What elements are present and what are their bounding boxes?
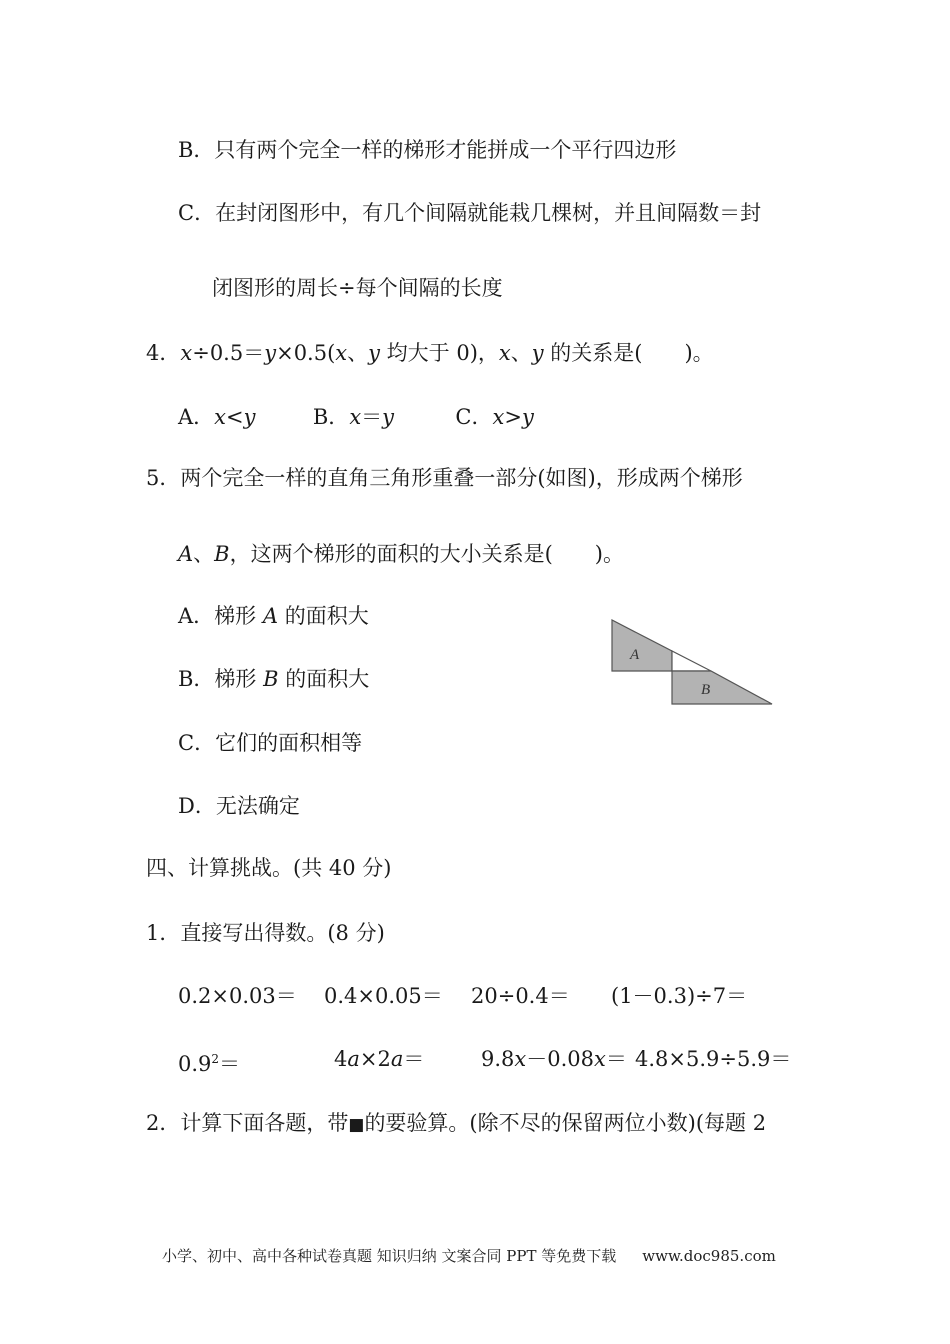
q4-number: 4． bbox=[146, 341, 181, 365]
var-x: x bbox=[335, 341, 348, 365]
trapezoid-a bbox=[612, 620, 672, 671]
var-b: B bbox=[263, 667, 279, 691]
q5-stem-line1: 5．两个完全一样的直角三角形重叠一部分(如图)，形成两个梯形 bbox=[146, 466, 743, 490]
section4-q2-title bbox=[146, 1110, 766, 1138]
page-footer bbox=[162, 1245, 776, 1266]
calc-text: －0.08 bbox=[526, 1047, 595, 1071]
calc-item bbox=[334, 1046, 424, 1072]
var-a: a bbox=[347, 1047, 360, 1071]
q4-text: 均大于 0)， bbox=[380, 341, 499, 365]
calc-item: 0.4×0.05＝ bbox=[324, 984, 443, 1008]
calc-item: 4.8×5.9÷5.9＝ bbox=[635, 1047, 792, 1071]
relation: < bbox=[226, 405, 244, 429]
trapezoid-b bbox=[672, 671, 772, 704]
calc-item bbox=[481, 1046, 627, 1072]
figure-label-b: B bbox=[701, 682, 711, 698]
relation: > bbox=[504, 405, 522, 429]
q2-text: 的要验算。(除不尽的保留两位小数)(每题 2 bbox=[364, 1111, 767, 1135]
section4-title: 四、计算挑战。(共 40 分) bbox=[146, 856, 392, 880]
calc-equals: ＝ bbox=[219, 1052, 241, 1076]
option-label: C． bbox=[455, 405, 493, 429]
var-x: x bbox=[492, 405, 505, 429]
q4-text: 、 bbox=[510, 341, 532, 365]
q4-text: 的关系是( )。 bbox=[543, 341, 714, 365]
calc-item: 20÷0.4＝ bbox=[471, 984, 570, 1008]
q5-option-c: C．它们的面积相等 bbox=[178, 731, 363, 755]
q5-option-a bbox=[178, 603, 369, 629]
option-text: 的面积大 bbox=[278, 604, 369, 628]
black-square-icon: ■ bbox=[348, 1115, 365, 1135]
calc-item: (1－0.3)÷7＝ bbox=[611, 984, 748, 1008]
var-a: A bbox=[178, 542, 194, 566]
q4-option-a bbox=[178, 405, 256, 429]
calc-text: ×2 bbox=[359, 1047, 391, 1071]
option-label: B． bbox=[312, 405, 350, 429]
figure-label-a: A bbox=[630, 647, 640, 663]
calc-equals: ＝ bbox=[403, 1047, 425, 1071]
var-a: A bbox=[262, 604, 279, 628]
overlap-triangle bbox=[672, 651, 711, 671]
footer-text: 小学、初中、高中各种试卷真题 知识归纳 文案合同 PPT 等免费下载 bbox=[162, 1247, 617, 1265]
var-x: x bbox=[514, 1047, 527, 1071]
q3-option-c-line1: C．在封闭图形中，有几个间隔就能栽几棵树，并且间隔数＝封 bbox=[178, 201, 762, 225]
q4-text: 、 bbox=[347, 341, 369, 365]
calc-item: 0.2×0.03＝ bbox=[178, 984, 297, 1008]
var-x: x bbox=[180, 341, 193, 365]
relation: ＝ bbox=[361, 405, 383, 429]
var-x: x bbox=[594, 1047, 606, 1071]
q2-text: 2．计算下面各题，带 bbox=[146, 1111, 349, 1135]
q3-option-c-line2: 闭图形的周长÷每个间隔的长度 bbox=[212, 276, 503, 300]
calc-base: 0.9 bbox=[178, 1052, 212, 1076]
trapezoid-figure bbox=[610, 618, 776, 708]
var-y: y bbox=[368, 341, 380, 365]
calc-exponent: 2 bbox=[211, 1052, 220, 1066]
q5-option-d: D．无法确定 bbox=[178, 794, 300, 818]
var-a: a bbox=[390, 1047, 404, 1071]
var-y: y bbox=[382, 405, 395, 429]
q4-option-b bbox=[313, 405, 394, 429]
calc-text: 4 bbox=[334, 1047, 348, 1071]
var-y: y bbox=[264, 341, 277, 365]
option-text: 的面积大 bbox=[278, 667, 370, 691]
var-y: y bbox=[531, 341, 544, 365]
q4-options bbox=[178, 404, 534, 430]
q4-option-c bbox=[455, 405, 533, 429]
calc-equals: ＝ bbox=[605, 1047, 627, 1071]
option-label: A． bbox=[178, 405, 215, 429]
option-text: A．梯形 bbox=[178, 604, 263, 628]
calc-text: 9.8 bbox=[481, 1047, 515, 1071]
var-x: x bbox=[498, 341, 511, 365]
separator: 、 bbox=[193, 542, 215, 566]
option-text: B．梯形 bbox=[178, 667, 264, 691]
q4-stem bbox=[146, 340, 714, 366]
q5-text: ，这两个梯形的面积的大小关系是( )。 bbox=[229, 542, 624, 566]
var-b: B bbox=[214, 542, 230, 566]
q3-option-b: B．只有两个完全一样的梯形才能拼成一个平行四边形 bbox=[178, 138, 677, 162]
q4-text: ÷0.5＝ bbox=[192, 341, 265, 365]
footer-url: www.doc985.com bbox=[642, 1247, 776, 1265]
q5-stem-line2 bbox=[178, 541, 624, 567]
section4-q1-title: 1．直接写出得数。(8 分) bbox=[146, 921, 385, 945]
calc-item bbox=[178, 1046, 240, 1077]
var-x: x bbox=[214, 405, 227, 429]
q5-option-b bbox=[178, 666, 369, 692]
q4-text: ×0.5( bbox=[276, 341, 336, 365]
var-y: y bbox=[243, 405, 256, 429]
var-y: y bbox=[521, 405, 534, 429]
var-x: x bbox=[349, 405, 362, 429]
